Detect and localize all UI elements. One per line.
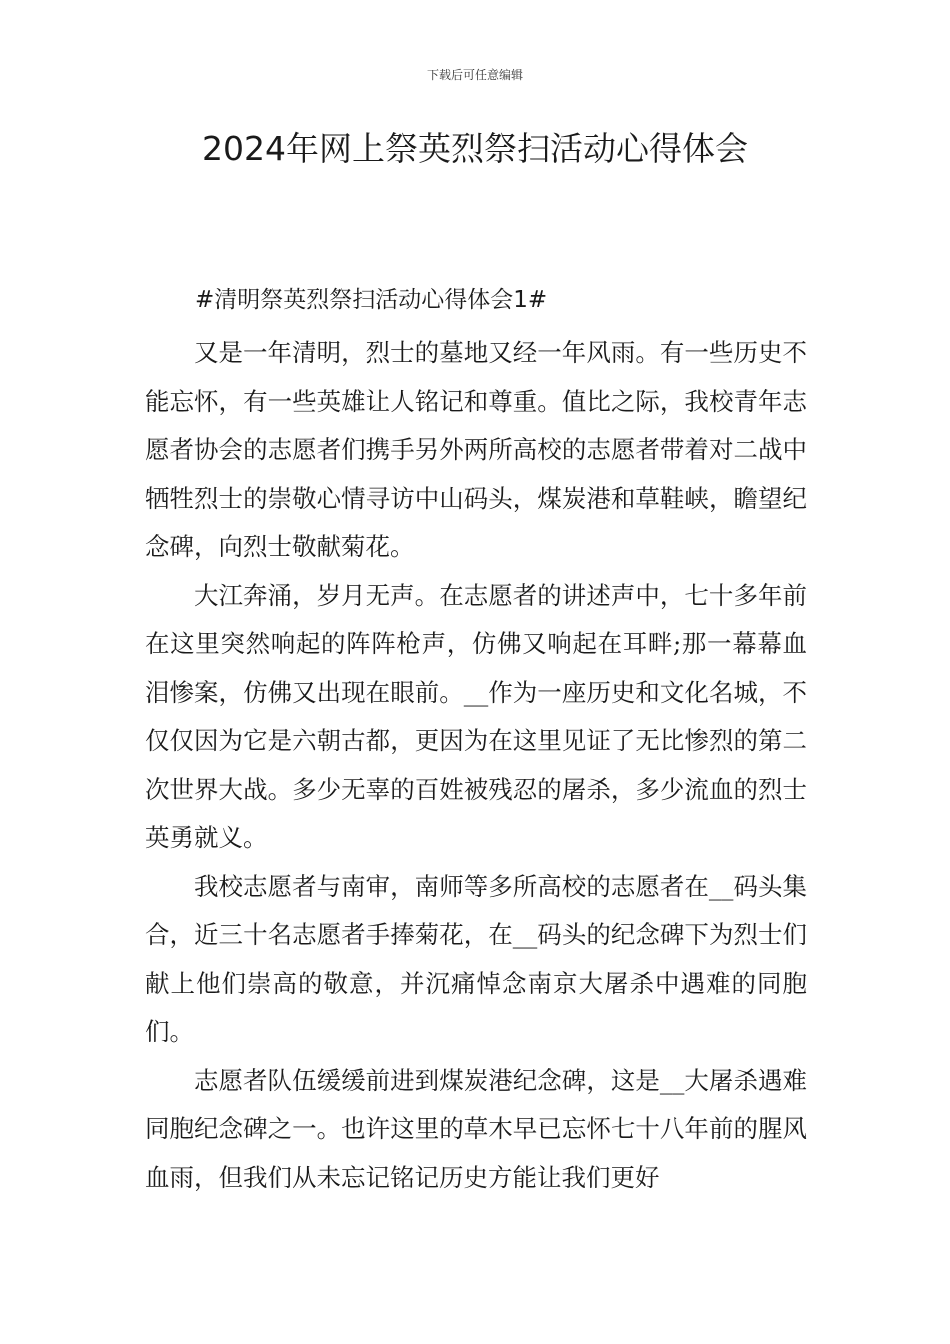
paragraph-3: 我校志愿者与南审，南师等多所高校的志愿者在__码头集合，近三十名志愿者手捧菊花，在__码头的纪念碑下为烈士们献上他们崇高的敬意，并沉痛悼念南京大屠杀中遇难的同胞们。: [145, 871, 807, 1046]
header-note: 下载后可任意编辑: [426, 68, 523, 82]
document-body: [145, 282, 807, 1202]
paragraph-1: 又是一年清明，烈士的墓地又经一年风雨。有一些历史不能忘怀，有一些英雄让人铭记和尊重。值比之际，我校青年志愿者协会的志愿者们携手另外两所高校的志愿者带着对二战中牺牲烈士的崇敬心情寻访中山码头，煤炭港和草鞋峡，瞻望纪念碑，向烈士敬献菊花。: [145, 338, 807, 561]
paragraph-2: 大江奔涌，岁月无声。在志愿者的讲述声中，七十多年前在这里突然响起的阵阵枪声，仿佛又响起在耳畔;那一幕幕血泪惨案，仿佛又出现在眼前。__作为一座历史和文化名城，不仅仅因为它是六朝古都，更因为在这里见证了无比惨烈的第二次世界大战。多少无辜的百姓被残忍的屠杀，多少流血的烈士英勇就义。: [145, 580, 807, 852]
document-title: 2024年网上祭英烈祭扫活动心得体会: [202, 129, 748, 168]
section-heading: #清明祭英烈祭扫活动心得体会1#: [195, 287, 548, 313]
paragraph-4: 志愿者队伍缓缓前进到煤炭港纪念碑，这是__大屠杀遇难同胞纪念碑之一。也许这里的草木早已忘怀七十八年前的腥风血雨，但我们从未忘记铭记历史方能让我们更好: [145, 1065, 807, 1192]
